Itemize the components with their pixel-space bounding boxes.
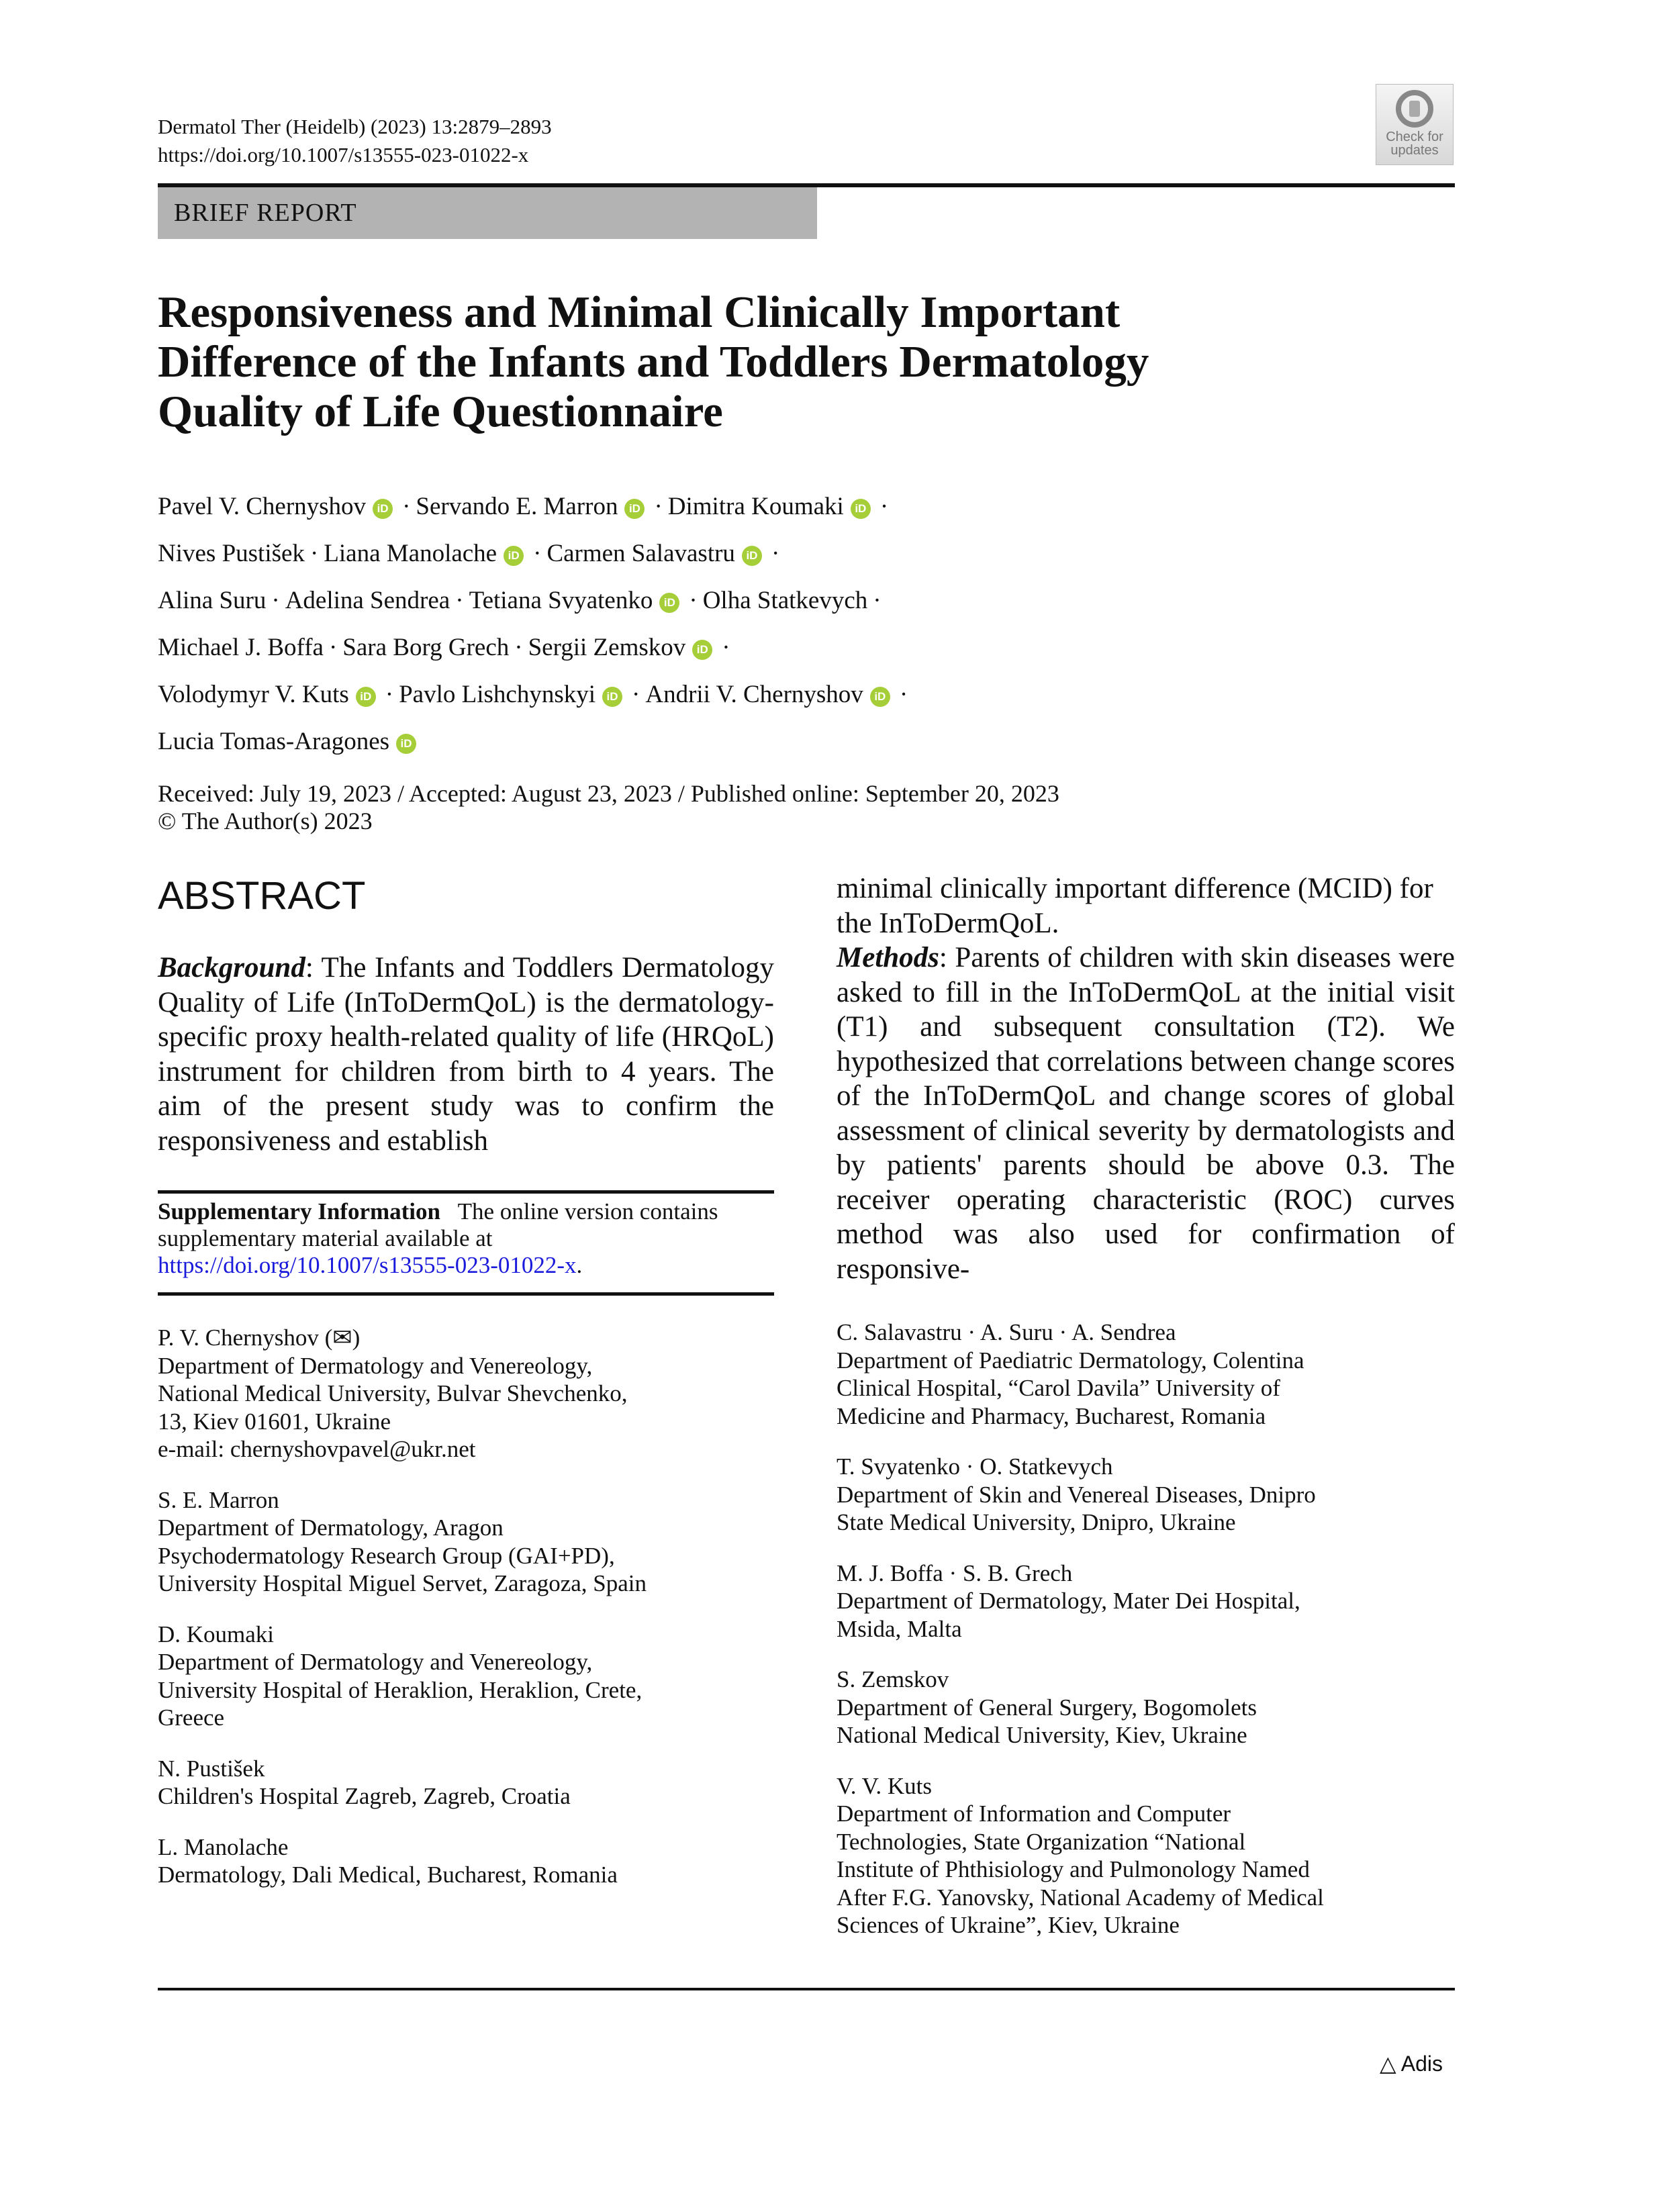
author-name[interactable]: Pavlo Lishchynskyi	[399, 681, 596, 708]
citation: Dermatol Ther (Heidelb) (2023) 13:2879–2893	[158, 115, 552, 138]
bookmark-icon	[1396, 90, 1433, 128]
affiliation-line: State Medical University, Dnipro, Ukraine	[837, 1509, 1236, 1535]
article-title	[158, 287, 1433, 436]
supp-end: .	[576, 1252, 583, 1278]
affiliation	[837, 1453, 1481, 1537]
separator: ·	[514, 634, 523, 661]
separator: ·	[722, 634, 730, 661]
separator: ·	[402, 493, 411, 520]
author-name[interactable]: Sergii Zemskov	[528, 634, 686, 661]
author-name[interactable]: Sara Borg Grech	[342, 634, 510, 661]
affiliation-line: Sciences of Ukraine”, Kiev, Ukraine	[837, 1912, 1180, 1938]
author-line	[158, 577, 1433, 624]
supp-link[interactable]: https://doi.org/10.1007/s13555-023-01022-x	[158, 1252, 577, 1278]
affiliation	[837, 1559, 1481, 1643]
affiliation-authors: T. Svyatenko · O. Statkevych	[837, 1453, 1113, 1480]
affiliation	[837, 1318, 1481, 1430]
background-text: : The Infants and Toddlers Dermatology Quality of Life (InToDermQoL) is the dermatology-specific proxy health-related quality of life (HRQoL) instrument for children from birth to 4 years. The aim of the present study was to confirm the responsiveness and establish	[158, 952, 774, 1157]
author-name[interactable]: Michael J. Boffa	[158, 634, 324, 661]
affiliation-authors: V. V. Kuts	[837, 1772, 933, 1799]
orcid-icon[interactable]: iD	[659, 593, 679, 613]
affiliation-line: Department of Skin and Venereal Diseases, Dnipro	[837, 1481, 1316, 1508]
check-updates-line1: Check for	[1386, 130, 1443, 144]
divider	[158, 1988, 1455, 1990]
publication-dates	[158, 780, 1059, 835]
affiliation-authors: N. Pustišek	[158, 1755, 265, 1782]
separator: ·	[771, 540, 780, 567]
affiliation-authors: M. J. Boffa · S. B. Grech	[837, 1559, 1073, 1586]
affiliation-line: Msida, Malta	[837, 1615, 962, 1642]
divider	[158, 1292, 774, 1296]
affiliation	[158, 1621, 802, 1732]
affiliation-authors: S. Zemskov	[837, 1666, 949, 1692]
author-name[interactable]: Alina Suru	[158, 587, 267, 614]
affiliation-line: Department of General Surgery, Bogomolets	[837, 1694, 1257, 1721]
affiliation-line: Children's Hospital Zagreb, Zagreb, Croatia	[158, 1783, 571, 1809]
separator: ·	[385, 681, 394, 708]
affiliation	[158, 1324, 802, 1463]
affiliation-line: Department of Dermatology and Venereology,	[158, 1352, 593, 1379]
divider	[158, 1190, 774, 1194]
orcid-icon[interactable]: iD	[396, 734, 416, 754]
supp-label: Supplementary Information	[158, 1198, 440, 1224]
affiliation-line: 13, Kiev 01601, Ukraine	[158, 1408, 391, 1435]
title-line: Quality of Life Questionnaire	[158, 387, 723, 436]
separator: ·	[689, 587, 698, 614]
orcid-icon[interactable]: iD	[504, 546, 524, 566]
affiliation-authors: D. Koumaki	[158, 1621, 275, 1647]
orcid-icon[interactable]: iD	[870, 687, 890, 707]
author-name[interactable]: Lucia Tomas-Aragones	[158, 728, 390, 755]
author-line	[158, 671, 1433, 718]
affiliation-authors: S. E. Marron	[158, 1486, 279, 1513]
author-name[interactable]: Nives Pustišek	[158, 540, 305, 567]
continuation-text: minimal clinically important difference (MCID) for the InToDermQoL.	[837, 873, 1433, 939]
affiliations-left	[158, 1324, 802, 1912]
author-name[interactable]: Liana Manolache	[324, 540, 497, 567]
affiliation-line: After F.G. Yanovsky, National Academy of Medical	[837, 1884, 1324, 1911]
affiliation-line: Medicine and Pharmacy, Bucharest, Romania	[837, 1402, 1266, 1429]
affiliations-right	[837, 1318, 1481, 1962]
affiliation-line: Technologies, State Organization “National	[837, 1828, 1246, 1855]
supplementary-info	[158, 1198, 774, 1279]
publisher-logo	[1380, 2049, 1443, 2078]
publisher-name: Adis	[1400, 2052, 1443, 2076]
affiliation-line: University Hospital of Heraklion, Heraklion, Crete,	[158, 1676, 643, 1703]
check-for-updates-badge[interactable]	[1376, 84, 1454, 165]
author-name[interactable]: Dimitra Koumaki	[667, 493, 844, 520]
orcid-icon[interactable]: iD	[742, 546, 762, 566]
affiliation	[837, 1772, 1481, 1939]
separator: ·	[533, 540, 542, 567]
author-name[interactable]: Andrii V. Chernyshov	[645, 681, 863, 708]
affiliation-line: e-mail: chernyshovpavel@ukr.net	[158, 1436, 476, 1462]
supp-text: The online version contains supplementary material available at	[158, 1198, 718, 1251]
author-line	[158, 530, 1433, 577]
author-name[interactable]: Pavel V. Chernyshov	[158, 493, 367, 520]
separator: ·	[632, 681, 640, 708]
affiliation-authors: P. V. Chernyshov (✉)	[158, 1325, 361, 1351]
affiliation-line: Clinical Hospital, “Carol Davila” University of	[837, 1375, 1280, 1401]
doi-link[interactable]: https://doi.org/10.1007/s13555-023-01022-x	[158, 143, 529, 166]
article-type-banner: BRIEF REPORT	[158, 187, 817, 239]
background-label: Background	[158, 952, 305, 983]
affiliation	[158, 1755, 802, 1811]
orcid-icon[interactable]: iD	[624, 499, 645, 519]
orcid-icon[interactable]: iD	[851, 499, 871, 519]
affiliation-line: Greece	[158, 1704, 225, 1731]
check-updates-line2: updates	[1390, 143, 1439, 158]
methods-label: Methods	[837, 942, 939, 973]
abstract-background	[158, 951, 774, 1158]
separator: ·	[873, 587, 882, 614]
author-line	[158, 718, 1433, 765]
author-name[interactable]: Olha Statkevych	[702, 587, 868, 614]
abstract-continued	[837, 871, 1455, 1286]
affiliation	[158, 1486, 802, 1598]
copyright: © The Author(s) 2023	[158, 808, 373, 834]
orcid-icon[interactable]: iD	[602, 687, 622, 707]
orcid-icon[interactable]: iD	[373, 499, 393, 519]
affiliation-line: National Medical University, Kiev, Ukraine	[837, 1722, 1247, 1748]
affiliation-authors: C. Salavastru · A. Suru · A. Sendrea	[837, 1319, 1176, 1345]
separator: ·	[654, 493, 663, 520]
affiliation-line: Department of Information and Computer	[837, 1800, 1231, 1827]
orcid-icon[interactable]: iD	[692, 640, 712, 660]
affiliation-line: Department of Dermatology and Venereology,	[158, 1649, 593, 1675]
orcid-icon[interactable]: iD	[356, 687, 376, 707]
title-line: Difference of the Infants and Toddlers Dermatology	[158, 337, 1149, 387]
author-name[interactable]: Carmen Salavastru	[546, 540, 735, 567]
affiliation-line: Department of Dermatology, Aragon	[158, 1514, 504, 1541]
affiliation-line: Psychodermatology Research Group (GAI+PD),	[158, 1542, 615, 1569]
title-line: Responsiveness and Minimal Clinically Important	[158, 287, 1121, 337]
author-name[interactable]: Tetiana Svyatenko	[469, 587, 653, 614]
journal-citation	[158, 113, 552, 169]
author-line	[158, 483, 1433, 530]
author-name[interactable]: Volodymyr V. Kuts	[158, 681, 349, 708]
separator: ·	[310, 540, 319, 567]
author-name[interactable]: Adelina Sendrea	[285, 587, 450, 614]
separator: ·	[455, 587, 464, 614]
separator: ·	[879, 493, 889, 520]
abstract-heading: ABSTRACT	[158, 874, 366, 918]
dates-line: Received: July 19, 2023 / Accepted: August 23, 2023 / Published online: September 20, 2023	[158, 780, 1059, 807]
affiliation-line: Department of Paediatric Dermatology, Colentina	[837, 1347, 1304, 1374]
author-line	[158, 624, 1433, 671]
affiliation	[837, 1666, 1481, 1749]
author-list	[158, 483, 1433, 765]
separator: ·	[899, 681, 908, 708]
methods-text: : Parents of children with skin diseases were asked to fill in the InToDermQoL at the initial visit (T1) and subsequent consultation (T2). We hypothesized that correlations between change scores of the InToDermQoL and change scores of global assessment of clinical severity by dermatologists and by patients' parents should be above 0.3. The receiver operating characteristic (ROC) curves method was also used for confirmation of responsive-	[837, 942, 1455, 1285]
author-name[interactable]: Servando E. Marron	[416, 493, 618, 520]
affiliation-line: National Medical University, Bulvar Shevchenko,	[158, 1380, 628, 1406]
affiliation-line: Dermatology, Dali Medical, Bucharest, Romania	[158, 1862, 618, 1888]
separator: ·	[271, 587, 280, 614]
adis-triangle-icon: △	[1380, 2052, 1396, 2076]
affiliation	[158, 1833, 802, 1889]
affiliation-line: Institute of Phthisiology and Pulmonology Named	[837, 1856, 1310, 1882]
affiliation-line: University Hospital Miguel Servet, Zaragoza, Spain	[158, 1570, 647, 1596]
separator: ·	[328, 634, 338, 661]
affiliation-line: Department of Dermatology, Mater Dei Hospital,	[837, 1588, 1300, 1614]
affiliation-authors: L. Manolache	[158, 1833, 289, 1860]
